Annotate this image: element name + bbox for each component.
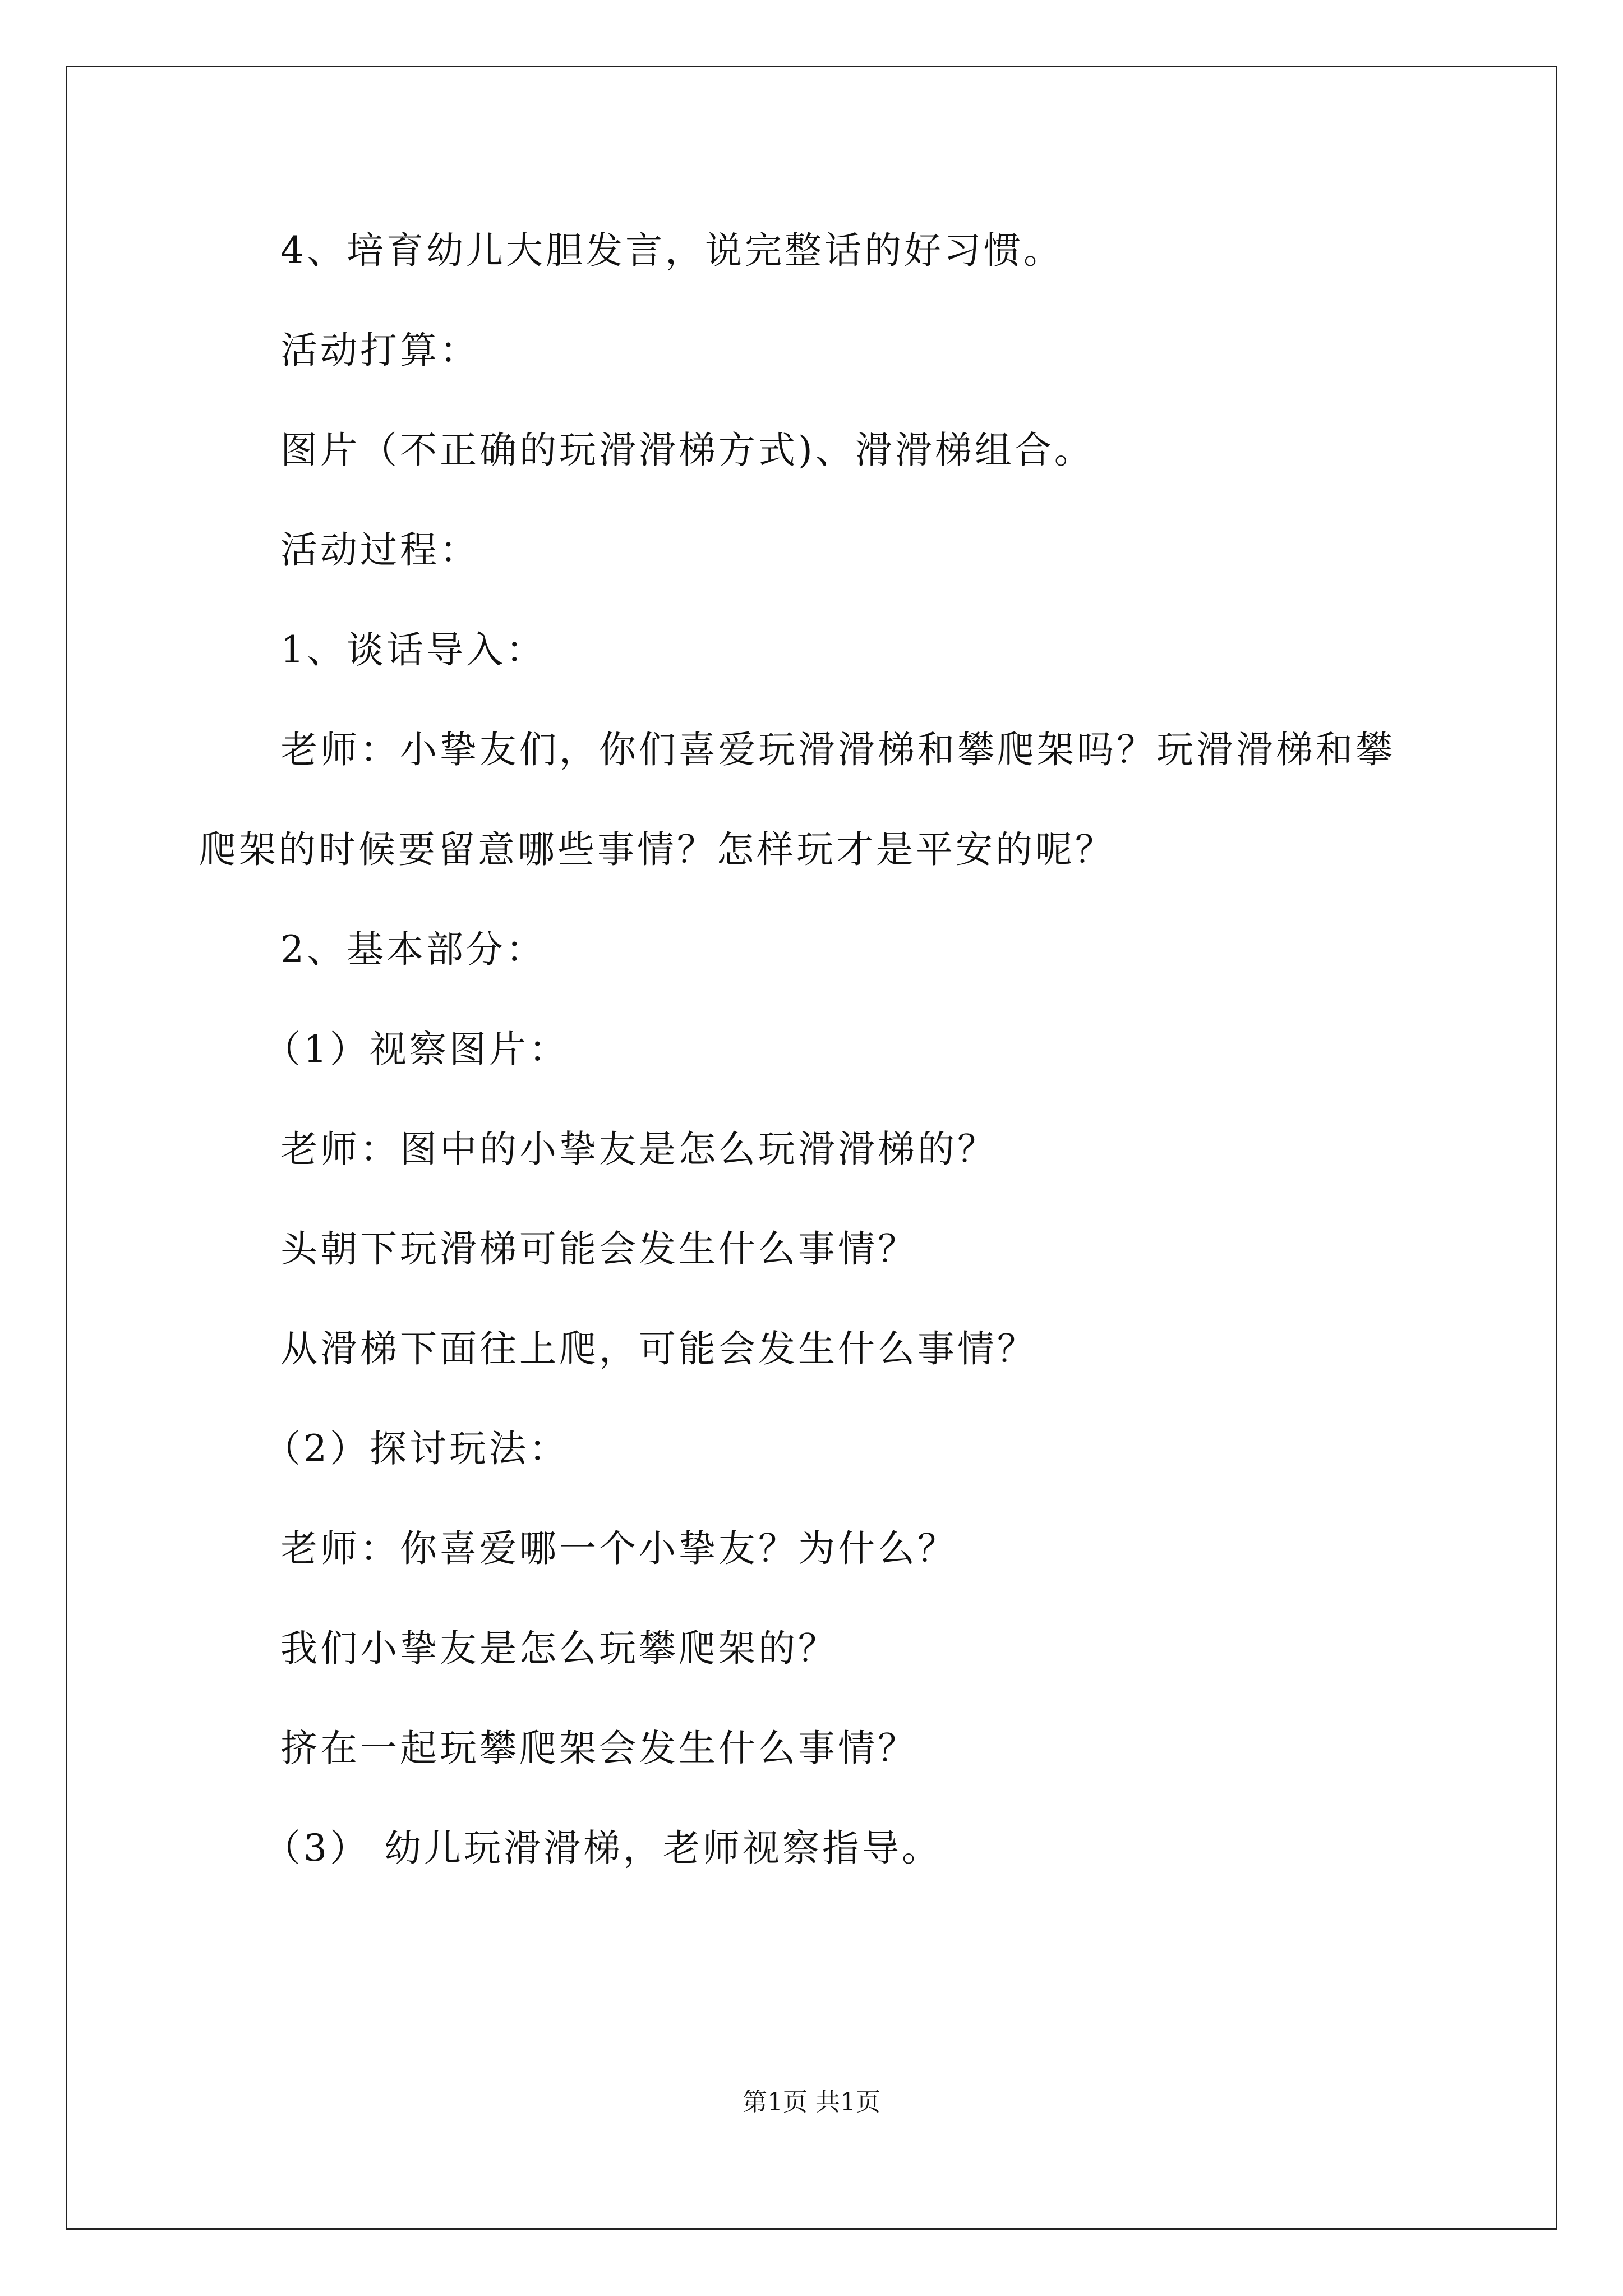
page-footer: 第1页 共1页 [743,2088,880,2116]
text-line-preparation-heading: 活动打算： [280,329,479,372]
text-line-teacher-intro-cont: 爬架的时候要留意哪些事情？怎样玩才是平安的呢？ [199,828,1115,871]
text-line-step-1: 1、谈话导入： [280,628,546,671]
text-line-substep-2: （2）探讨玩法： [264,1427,569,1470]
text-line-goal-4: 4、培育幼儿大胆发言，说完整话的好习惯。 [280,229,1063,272]
text-line-teacher-question-1: 老师：图中的小挚友是怎么玩滑滑梯的？ [280,1128,997,1171]
text-line-teacher-intro: 老师：小挚友们，你们喜爱玩滑滑梯和攀爬架吗？玩滑滑梯和攀 [280,728,1395,771]
text-line-substep-3: （3） 幼儿玩滑滑梯，老师视察指导。 [264,1826,942,1870]
text-line-question-climb-up: 从滑梯下面往上爬，可能会发生什么事情？ [280,1327,1037,1370]
text-line-substep-1: （1）视察图片： [264,1028,569,1071]
text-line-question-climbing-frame: 我们小挚友是怎么玩攀爬架的？ [280,1627,838,1670]
text-line-step-2: 2、基本部分： [280,928,546,971]
text-line-teacher-question-2: 老师：你喜爱哪一个小挚友？为什么？ [280,1527,957,1570]
text-line-question-crowding: 挤在一起玩攀爬架会发生什么事情？ [280,1727,917,1770]
text-line-question-head-down: 头朝下玩滑梯可能会发生什么事情？ [280,1227,917,1271]
text-line-materials: 图片（不正确的玩滑滑梯方式)、滑滑梯组合。 [280,429,1094,472]
text-line-process-heading: 活动过程： [280,528,479,572]
